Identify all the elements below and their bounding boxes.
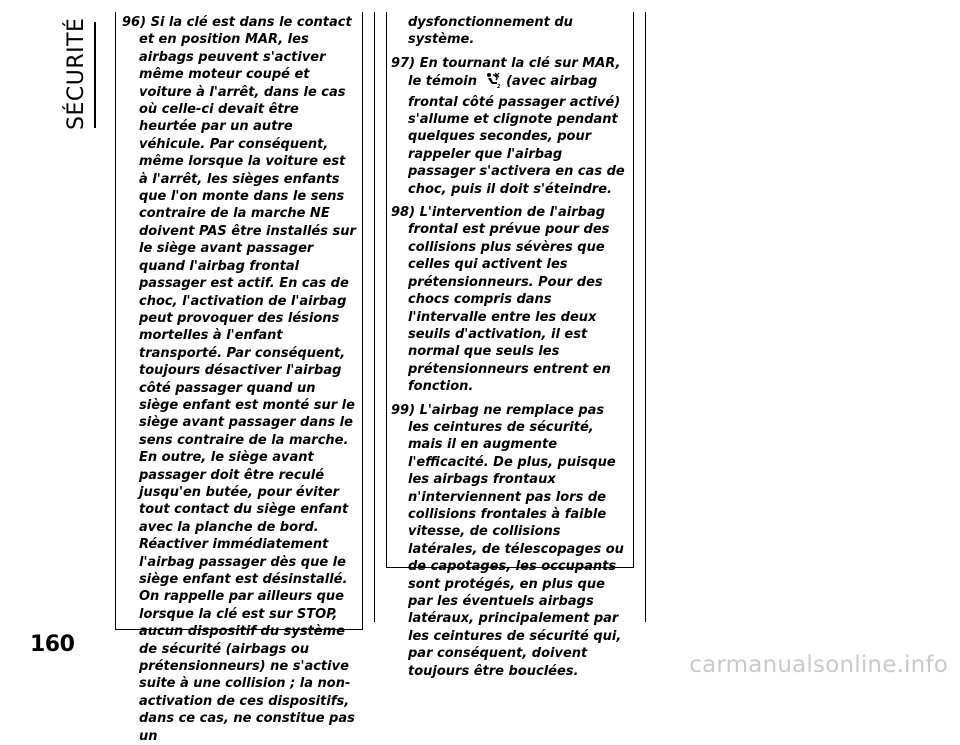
warning-box-left: [115, 12, 363, 744]
warning-number: 96): [122, 15, 147, 30]
continuation-text: dysfonctionnement du système.: [408, 15, 573, 48]
warning-text: Si la clé est dans le contact et en position MAR, les airbags peuvent s'activer même moteur coupé et voiture à l'arrêt, dans le cas où celle-ci devait être heurtée par un autre véhicule. Par conséquent, même lorsque la voiture est à l'arrêt, les sièges enfants que l'on monte dans le sens contraire de la marche NE doivent PAS être installés sur le siège avant passager quand l'airbag frontal passager est actif. En cas de choc, l'activation de l'airbag peut provoquer des lésions mortelles à l'enfant transporté. Par conséquent, toujours désactiver l'airbag côté passager quand un siège enfant est monté sur le siège avant passager dans le sens contraire de la marche. En outre, le siège avant passager doit être reculé jusqu'en butée, pour éviter tout contact du siège enfant avec la planche de bord. Réactiver immédiatement l'airbag passager dès que le siège enfant est désinstallé. On rappelle par ailleurs que lorsque la clé est sur STOP, aucun dispositif du système de sécurité (airbags ou prétensionneurs) ne s'active suite à une collision ; la non-activation de ces dispositifs, dans ce cas, ne constitue pas un: [139, 15, 356, 744]
warning-text: L'intervention de l'airbag frontal est prévue pour des collisions plus sévères que celles qui activent les prétensionneurs. Pour des chocs compris dans l'intervalle entre les deux seuils d'activation, il est normal que seuls les prétensionneurs entrent en fonction.: [408, 205, 611, 395]
column-divider-center: [374, 12, 375, 622]
warning-item-96: [122, 14, 358, 745]
warning-text-before-icon: En tournant la clé sur MAR, le témoin: [408, 55, 621, 90]
column-divider-right: [645, 12, 646, 622]
svg-text:2: 2: [496, 84, 501, 91]
watermark: carmanualsonline.info: [689, 652, 948, 678]
warning-item-98: [391, 204, 629, 395]
passenger-airbag-warning-icon: [484, 72, 500, 93]
warning-text-after-icon: (avec airbag frontal côté passager activé) s'allume et clignote pendant quelques secondes, pour rappeler que l'airbag passager s'activera en cas de choc, puis il doit s'éteindre.: [408, 74, 625, 197]
section-title-rule: [94, 22, 96, 128]
warning-item-99: [391, 402, 629, 681]
warning-number: 98): [391, 205, 416, 221]
warning-number: 99): [391, 402, 416, 418]
warning-item-97: [391, 55, 629, 198]
page-number: 160: [30, 632, 75, 657]
warning-number: 97): [391, 55, 416, 71]
warning-continuation: [391, 14, 629, 49]
section-title: SÉCURITÉ: [64, 17, 89, 130]
warning-text: L'airbag ne remplace pas les ceintures de sécurité, mais il en augmente l'efficacité. De plus, puisque les airbags frontaux n'interviennent pas lors de collisions frontales à faible vitesse, de collisions latérales, de télescopages ou de capotages, les occupants sont protégés, en plus que par les éventuels airbags latéraux, principalement par les ceintures de sécurité qui, par conséquent, doivent toujours être bouclées.: [408, 402, 624, 679]
section-title-vertical: [58, 17, 94, 130]
warning-box-right: [386, 12, 634, 679]
